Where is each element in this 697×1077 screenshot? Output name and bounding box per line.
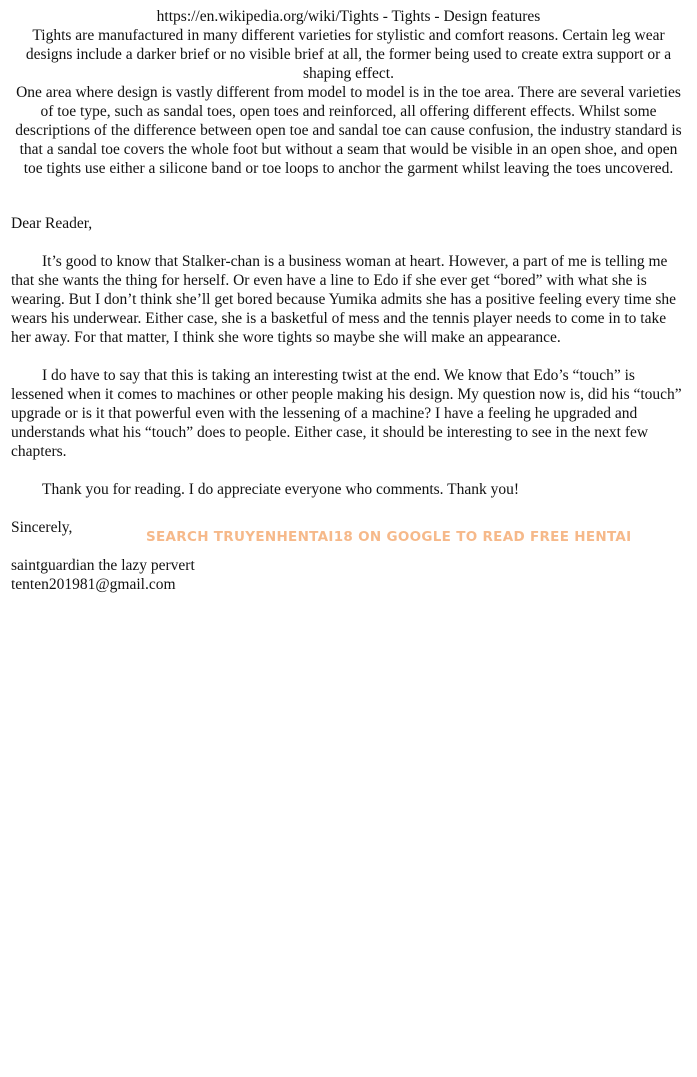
signature-email: tenten201981@gmail.com bbox=[11, 576, 176, 593]
letter-salutation: Dear Reader, bbox=[11, 215, 93, 232]
excerpt-paragraph-2: One area where design is vastly different from model to model is in the toe area. There are several varieties of toe type, such as sandal toes, open toes and reinforced, all offering different effects. Whilst some descriptions of the difference between open toe and sandal toe can cause confusion, the industry standard is that a sandal toe covers the whole foot but without a seam that would be visible in an open shoe, and open toe tights use either a silicone band or toe loops to anchor the garment whilst leaving the toes uncovered. bbox=[15, 84, 682, 177]
letter-closing: Sincerely, bbox=[11, 519, 73, 536]
source-citation: https://en.wikipedia.org/wiki/Tights - Tights - Design features bbox=[156, 8, 541, 25]
signature-name: saintguardian the lazy pervert bbox=[11, 557, 195, 574]
wikipedia-excerpt bbox=[14, 7, 683, 178]
excerpt-paragraph-1: Tights are manufactured in many different varieties for stylistic and comfort reasons. Certain leg wear designs include a darker brief or no visible brief at all, the former being used to create extra support or a shaping effect. bbox=[25, 27, 672, 82]
letter-paragraph-2: I do have to say that this is taking an interesting twist at the end. We know that Edo’s “touch” is lessened when it comes to machines or other people making his design. My question now is, did his “touch” upgrade or is it that powerful even with the lessening of a machine? I have a feeling he upgraded and understands what his “touch” does to people. Either case, it should be interesting to see in the next few chapters. bbox=[11, 367, 682, 460]
letter-paragraph-1: It’s good to know that Stalker-chan is a business woman at heart. However, a part of me is telling me that she wants the thing for herself. Or even have a line to Edo if she ever get “bored” with what she is wearing. But I don’t think she’ll get bored because Yumika admits she has a positive feeling every time she wears his underwear. Either case, she is a basketful of mess and the tennis player needs to come in to take her away. For that matter, I think she wore tights so maybe she will make an appearance. bbox=[11, 253, 677, 346]
watermark-banner: SEARCH TRUYENHENTAI18 ON GOOGLE TO READ FREE HENTAI bbox=[146, 529, 632, 545]
letter-paragraph-3: Thank you for reading. I do appreciate everyone who comments. Thank you! bbox=[42, 481, 520, 498]
